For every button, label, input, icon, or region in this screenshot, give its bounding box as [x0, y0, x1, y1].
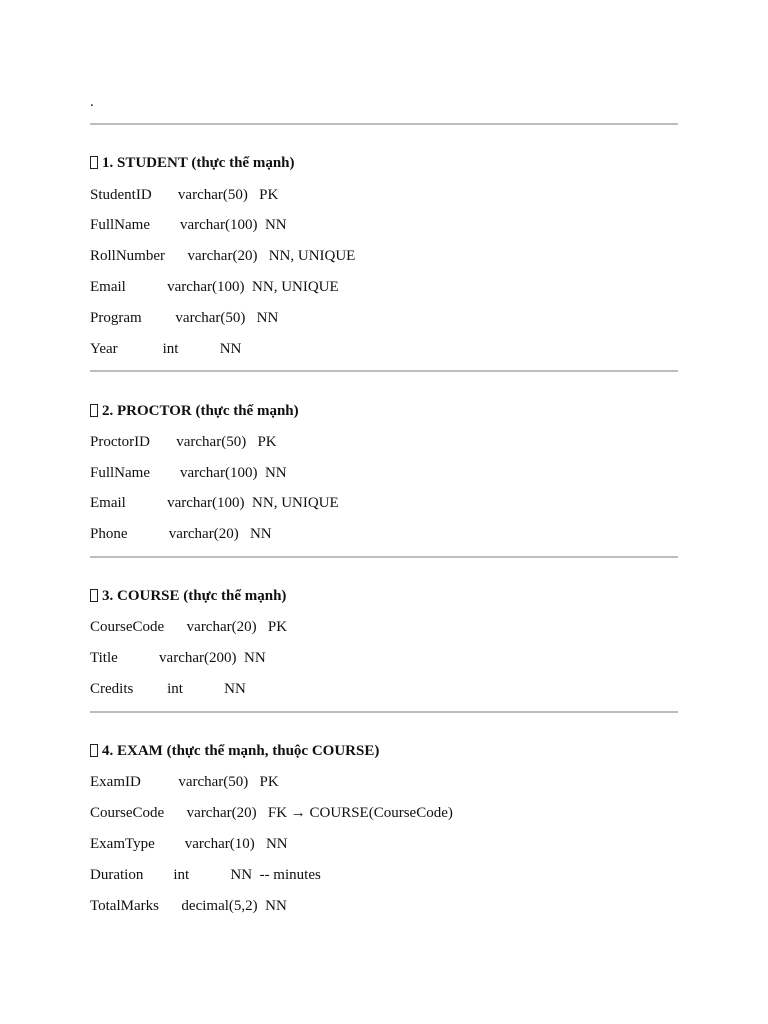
section-heading-student: 1. STUDENT (thực thể mạnh): [90, 153, 295, 173]
divider: [90, 711, 678, 713]
section-heading-exam: 4. EXAM (thực thể mạnh, thuộc COURSE): [90, 741, 379, 761]
field-row: ProctorID varchar(50) PK: [90, 434, 277, 450]
field-row: ExamID varchar(50) PK: [90, 774, 279, 790]
divider: [90, 123, 678, 125]
section-heading-course: 3. COURSE (thực thể mạnh): [90, 586, 286, 606]
top-mark: .: [90, 94, 94, 110]
field-row: Year int NN: [90, 341, 242, 357]
field-row: Title varchar(200) NN: [90, 650, 266, 666]
field-row: CourseCode varchar(20) PK: [90, 619, 288, 635]
field-row: Duration int NN -- minutes: [90, 867, 321, 883]
field-row: StudentID varchar(50) PK: [90, 187, 279, 203]
divider: [90, 556, 678, 558]
divider: [90, 370, 678, 372]
field-row: Program varchar(50) NN: [90, 310, 279, 326]
field-row: Credits int NN: [90, 681, 246, 697]
field-row: ExamType varchar(10) NN: [90, 836, 288, 852]
field-row: Email varchar(100) NN, UNIQUE: [90, 279, 339, 295]
field-row: CourseCode varchar(20) FK → COURSE(CourseCode): [90, 805, 453, 821]
field-row: Phone varchar(20) NN: [90, 526, 272, 542]
field-row: FullName varchar(100) NN: [90, 465, 287, 481]
section-heading-proctor: 2. PROCTOR (thực thể mạnh): [90, 401, 299, 421]
field-row: Email varchar(100) NN, UNIQUE: [90, 495, 339, 511]
checkbox-glyph-icon: [90, 589, 98, 602]
field-row: RollNumber varchar(20) NN, UNIQUE: [90, 248, 356, 264]
checkbox-glyph-icon: [90, 404, 98, 417]
checkbox-glyph-icon: [90, 156, 98, 169]
field-row: FullName varchar(100) NN: [90, 217, 287, 233]
checkbox-glyph-icon: [90, 744, 98, 757]
field-row: TotalMarks decimal(5,2) NN: [90, 898, 287, 914]
